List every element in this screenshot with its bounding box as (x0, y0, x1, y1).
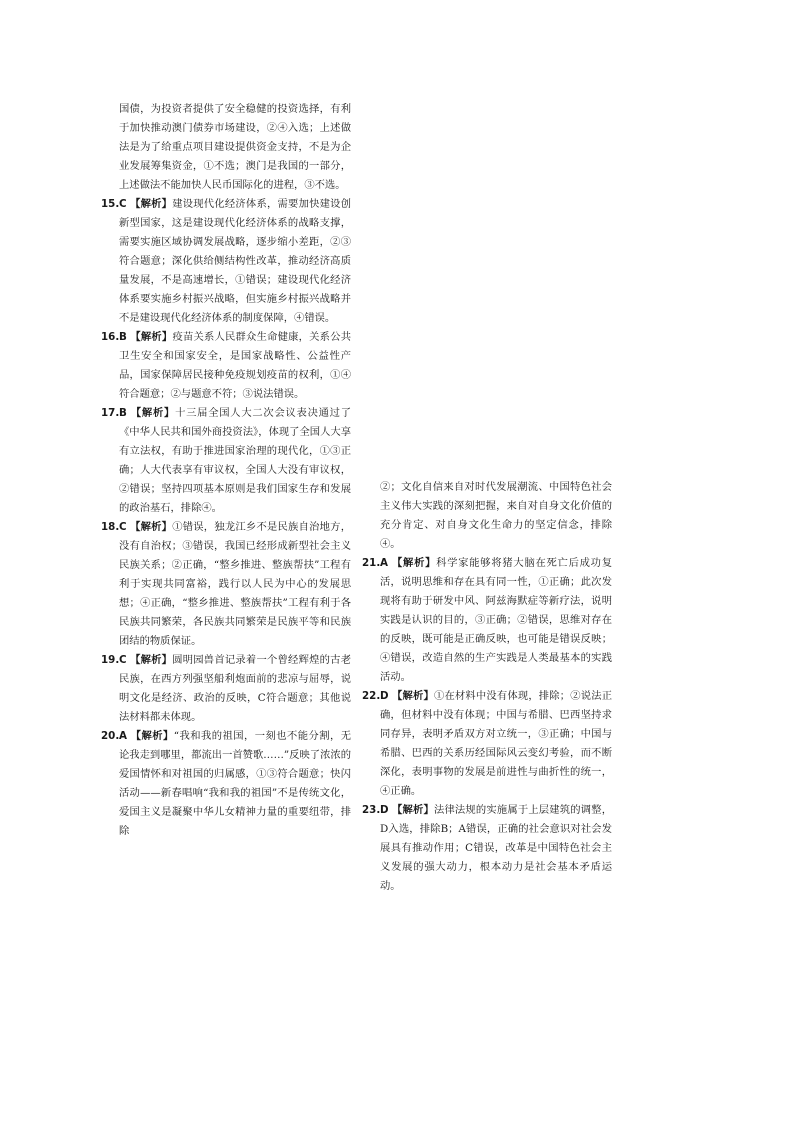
answer-item-21 (362, 554, 613, 687)
question-number: 20. (101, 730, 120, 742)
analysis-text: 疫苗关系人民群众生命健康，关系公共卫生安全和国家安全，是国家战略性、公益性产品，国家保障居民接种免疫规划疫苗的权利，①④符合题意；②与题意不符；③说法错误。 (119, 331, 352, 400)
answer-letter: D (380, 690, 389, 702)
question-number: 15. (101, 198, 120, 210)
analysis-tag: 【解析】 (392, 804, 434, 816)
continuation-paragraph: ②；文化自信来自对时代发展潮流、中国特色社会主义伟大实践的深刻把握，来自对自身文化价值的充分肯定、对自身文化生命力的坚定信念，排除④。 (380, 481, 612, 550)
analysis-tag: 【解析】 (130, 331, 173, 343)
answer-item-17 (101, 404, 352, 518)
analysis-text: 十三届全国人大二次会议表决通过了《中华人民共和国外商投资法》，体现了全国人大享有立法权，有助于推进国家治理的现代化，①③正确；人大代表享有审议权，全国人大没有审议权，②错误；坚持四项基本原则是我们国家生存和发展的政治基石，排除④。 (119, 407, 352, 514)
analysis-tag: 【解析】 (130, 654, 173, 666)
answer-item-22 (362, 687, 613, 801)
analysis-tag: 【解析】 (392, 690, 434, 702)
analysis-tag: 【解析】 (130, 407, 176, 419)
analysis-text: ①在材料中没有体现，排除；②说法正确，但材料中没有体现；中国与希腊、巴西坚持求同存异，表明矛盾双方对立统一，③正确；中国与希腊、巴西的关系历经国际风云变幻考验，而不断深化，表明事物的发展是前进性与曲折性的统一，④正确。 (380, 690, 613, 797)
answer-letter: C (119, 521, 127, 533)
answer-letter: A (380, 557, 388, 569)
analysis-text: 科学家能够将猪大脑在死亡后成功复活，说明思维和存在具有同一性，①正确；此次发现将有助于研发中风、阿兹海默症等新疗法，说明实践是认识的目的，③正确；②错误，思维对存在的反映，既可能是正确反映，也可能是错误反映；④错误，改造自然的生产实践是人类最基本的实践活动。 (380, 557, 613, 683)
analysis-tag: 【解析】 (392, 557, 437, 569)
question-number: 23. (362, 804, 381, 816)
analysis-text: 圆明园兽首记录着一个曾经辉煌的古老民族，在西方列强坚船利炮面前的悲凉与屈辱，说明文化是经济、政治的反映，C符合题意；其他说法材料都未体现。 (119, 654, 351, 723)
question-number: 16. (101, 331, 120, 343)
analysis-text: “我和我的祖国，一刻也不能分割，无论我走到哪里，都流出一首赞歌……”反映了浓浓的爱国情怀和对祖国的归属感，①③符合题意；快闪活动——新春唱响“我和我的祖国”不是传统文化，爱国主义是凝聚中华儿女精神力量的重要纽带，排除 (119, 730, 352, 837)
question-number: 18. (101, 521, 120, 533)
answer-item-16 (101, 328, 352, 404)
answer-item-15 (101, 195, 351, 328)
answer-item-19 (101, 651, 351, 727)
answer-letter: C (119, 198, 127, 210)
question-number: 19. (101, 654, 120, 666)
continuation-paragraph: 国债，为投资者提供了安全稳健的投资选择，有利于加快推动澳门债券市场建设，②④入选；上述做法是为了给重点项目建设提供资金支持，不是为企业发展筹集资金，①不选；澳门是我国的一部分，上述做法不能加快人民币国际化的进程，③不选。 (119, 103, 351, 191)
left-column (101, 100, 352, 841)
question-number: 17. (101, 407, 120, 419)
analysis-text: ①错误，独龙江乡不是民族自治地方，没有自治权；③错误，我国已经形成新型社会主义民族关系；②正确，“整乡推进、整族帮扶”工程有利于实现共同富裕，践行以人民为中心的发展思想；④正确，“整乡推进、整族帮扶”工程有利于各民族共同繁荣，各民族共同繁荣是民族平等和民族团结的物质保证。 (119, 521, 351, 647)
answer-item-23 (362, 801, 613, 896)
answer-item-18 (101, 518, 351, 651)
analysis-text: 建设现代化经济体系，需要加快建设创新型国家，这是建设现代化经济体系的战略支撑，需要实施区域协调发展战略，逐步缩小差距，②③符合题意；深化供给侧结构性改革，推动经济高质量发展，不是高速增长，①错误；建设现代化经济体系要实施乡村振兴战略，但实施乡村振兴战略并不是建设现代化经济体系的制度保障，④错误。 (119, 198, 351, 324)
answer-item-20 (101, 727, 352, 841)
analysis-tag: 【解析】 (130, 521, 173, 533)
question-number: 21. (362, 557, 381, 569)
analysis-tag: 【解析】 (130, 730, 174, 742)
analysis-text: 法律法规的实施属于上层建筑的调整，D入选，排除B；A错误，正确的社会意识对社会发展具有推动作用；C错误，改革是中国特色社会主义发展的强大动力，根本动力是社会基本矛盾运动。 (380, 804, 613, 892)
answer-letter: A (119, 730, 127, 742)
answer-letter: B (119, 407, 127, 419)
answer-letter: C (119, 654, 127, 666)
right-column (362, 478, 613, 896)
analysis-tag: 【解析】 (130, 198, 173, 210)
question-number: 22. (362, 690, 381, 702)
answer-letter: B (119, 331, 127, 343)
answer-letter: D (380, 804, 389, 816)
